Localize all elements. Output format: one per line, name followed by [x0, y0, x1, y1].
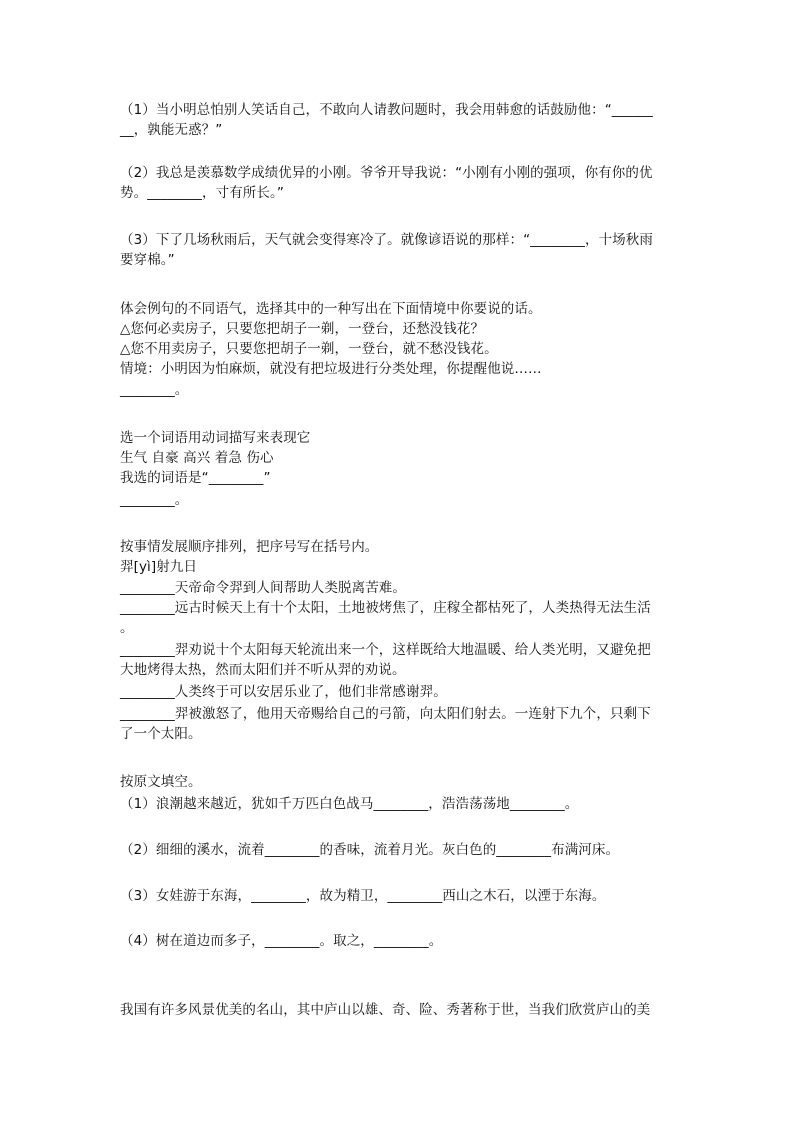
fill-q1: （1）浪潮越来越近，犹如千万匹白色战马________，浩浩荡荡地________。 [120, 796, 579, 812]
order-item-3-line-2: 大地烤得太热，然而太阳们并不听从羿的劝说。 [120, 662, 406, 678]
fill-q3: （3）女娃游于东海，________，故为精卫，________西山之木石，以湮于东海。 [120, 888, 606, 904]
q2-line-2: 势。________，寸有所长。” [120, 185, 284, 201]
order-item-2-line-1: ________远古时候天上有十个太阳，土地被烤焦了，庄稼全都枯死了，人类热得无法生活 [120, 600, 651, 616]
verb-prompt: 选一个词语用动词描写来表现它 [120, 430, 311, 446]
tone-situation: 情境：小明因为怕麻烦，就没有把垃圾进行分类处理，你提醒他说…… [120, 361, 542, 377]
verb-choice: 我选的词语是“________” [120, 470, 271, 486]
order-item-2-line-2: 。 [120, 620, 134, 636]
tone-answer-blank: ________。 [120, 382, 189, 398]
order-prompt: 按事情发展顺序排列，把序号写在括号内。 [120, 539, 379, 555]
fill-q4: （4）树在道边而多子，________。取之，________。 [120, 933, 443, 949]
verb-word-list: 生气 自豪 高兴 着急 伤心 [120, 450, 274, 466]
q2-line-1: （2）我总是羡慕数学成绩优异的小刚。爷爷开导我说：“小刚有小刚的强项，你有你的优 [120, 165, 653, 181]
order-item-5-line-2: 了一个太阳。 [120, 726, 202, 742]
tone-prompt: 体会例句的不同语气，选择其中的一种写出在下面情境中你要说的话。 [120, 301, 542, 317]
q1-line-1: （1）当小明总怕别人笑话自己，不敢向人请教问题时，我会用韩愈的话鼓励他：“______ [120, 102, 653, 118]
fill-q2: （2）细细的溪水，流着________的香味，流着月光。灰白色的________布满河床。 [120, 842, 620, 858]
tone-example-1: △您何必卖房子，只要您把胡子一剃，一登台，还愁没钱花？ [120, 321, 485, 337]
q1-line-2: __，孰能无惑？” [120, 122, 223, 138]
reading-passage-start: 我国有许多风景优美的名山，其中庐山以雄、奇、险、秀著称于世，当我们欣赏庐山的美 [120, 1002, 651, 1018]
verb-answer-blank: ________。 [120, 492, 189, 508]
tone-example-2: △您不用卖房子，只要您把胡子一剃，一登台，就不愁没钱花。 [120, 341, 498, 357]
order-item-5-line-1: ________羿被激怒了，他用天帝赐给自己的弓箭，向太阳们射去。一连射下九个，只剩下 [120, 706, 651, 722]
order-item-1: ________天帝命令羿到人间帮助人类脱离苦难。 [120, 580, 406, 596]
q3-line-2: 要穿棉。” [120, 252, 175, 268]
story-title: 羿[yì]射九日 [120, 559, 198, 575]
q3-line-1: （3）下了几场秋雨后，天气就会变得寒冷了。就像谚语说的那样：“________，十场秋雨 [120, 232, 653, 248]
fill-prompt: 按原文填空。 [120, 774, 202, 790]
order-item-3-line-1: ________羿劝说十个太阳每天轮流出来一个，这样既给大地温暖、给人类光明，又避免把 [120, 642, 651, 658]
order-item-4: ________人类终于可以安居乐业了，他们非常感谢羿。 [120, 684, 447, 700]
